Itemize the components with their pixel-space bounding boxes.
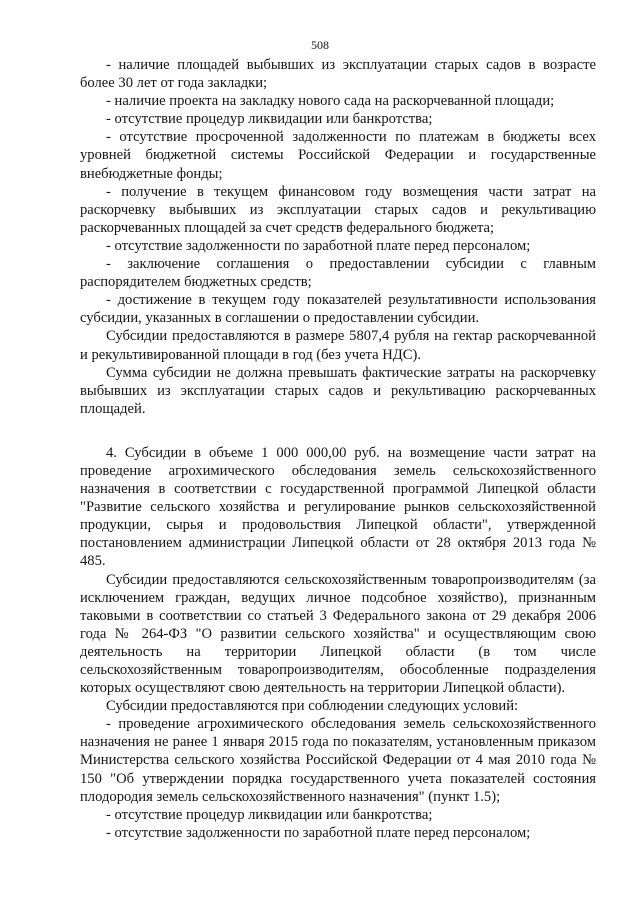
paragraph: - достижение в текущем году показателей результативности использования субсидии, указанных в соглашении о предоставлении субсидии.	[80, 292, 596, 327]
paragraph: - отсутствие процедур ликвидации или банкротства;	[106, 111, 433, 128]
paragraph: Сумма субсидии не должна превышать фактические затраты на раскорчевку выбывших из эксплуатации старых садов и рекультивацию раскорчеванных площадей.	[80, 364, 596, 417]
document-body	[80, 56, 596, 842]
paragraph: Субсидии предоставляются в размере 5807,4 рубля на гектар раскорчеванной и рекультивированной площади в год (без учета НДС).	[80, 328, 596, 363]
paragraph: - наличие проекта на закладку нового сада на раскорчеванной площади;	[106, 93, 555, 110]
paragraph: - получение в текущем финансовом году возмещения части затрат на раскорчевку выбывших из эксплуатации старых садов и рекультивацию раскорчеванных площадей за счет средств федерального бюджета;	[80, 183, 596, 236]
paragraph: - отсутствие просроченной задолженности по платежам в бюджеты всех уровней бюджетной системы Российской Федерации и государственные внебюджетные фонды;	[80, 129, 596, 182]
paragraph: Субсидии предоставляются сельскохозяйственным товаропроизводителям (за исключением граждан, ведущих личное подсобное хозяйство), признанным таковыми в соответствии со статьей 3 Федерального закона от 29 декабря 2006 года № 264-ФЗ "О развитии сельского хозяйства" и осуществляющим свою деятельность на территории Липецкой области (в том числе сельскохозяйственным товаропроизводителям, обособленные подразделения которых осуществляют свою деятельность на территории Липецкой области).	[80, 571, 596, 697]
paragraph: Субсидии предоставляются при соблюдении следующих условий:	[106, 698, 519, 715]
page-number: 508	[311, 38, 329, 52]
paragraph: - отсутствие процедур ликвидации или банкротства;	[106, 806, 433, 823]
paragraph: - отсутствие задолженности по заработной плате перед персоналом;	[106, 237, 531, 254]
section-4-paragraph: 4. Субсидии в объеме 1 000 000,00 руб. на возмещение части затрат на проведение агрохимического обследования земель сельскохозяйственного назначения в соответствии с государственной программой Липецкой области "Развитие сельского хозяйства и регулирование рынков сельскохозяйственной продукции, сырья и продовольствия Липецкой области", утвержденной постановлением администрации Липецкой области от 28 октября 2013 года № 485.	[80, 444, 596, 570]
paragraph: - отсутствие задолженности по заработной плате перед персоналом;	[106, 824, 531, 841]
paragraph: - наличие площадей выбывших из эксплуатации старых садов в возрасте более 30 лет от года закладки;	[80, 57, 596, 92]
paragraph: - проведение агрохимического обследования земель сельскохозяйственного назначения не ранее 1 января 2015 года по показателям, установленным приказом Министерства сельского хозяйства Российской Федерации от 4 мая 2010 года № 150 "Об утверждении порядка государственного учета показателей состояния плодородия земель сельскохозяйственного назначения" (пункт 1.5);	[80, 716, 596, 805]
paragraph: - заключение соглашения о предоставлении субсидии с главным распорядителем бюджетных средств;	[80, 256, 596, 291]
